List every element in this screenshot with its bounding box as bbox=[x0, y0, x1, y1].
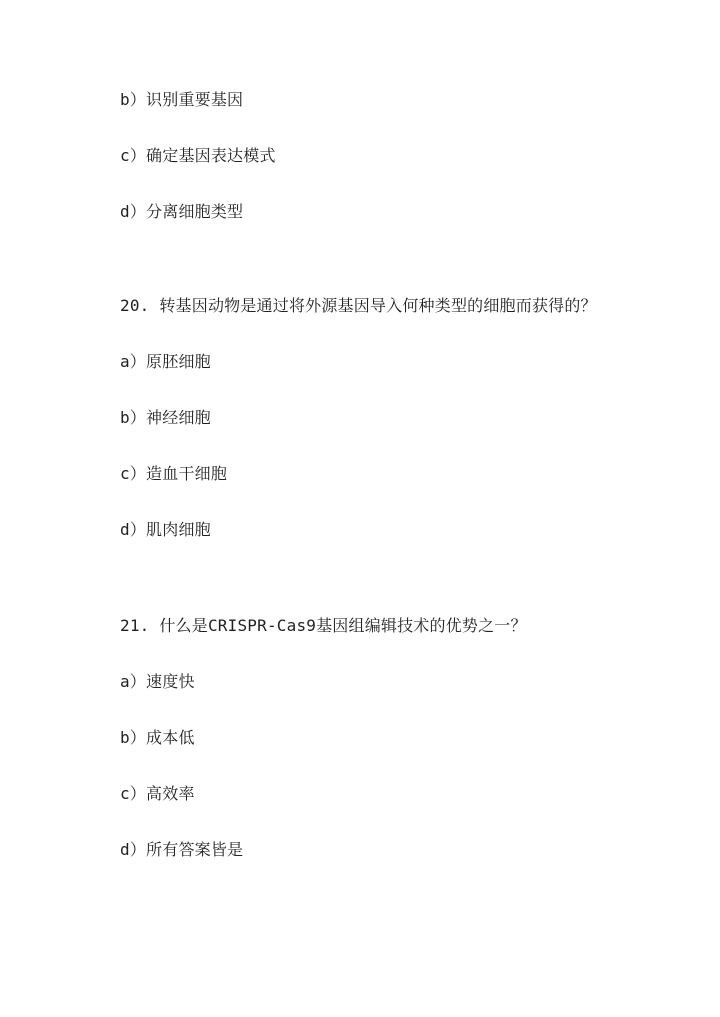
option-letter: c） bbox=[120, 464, 147, 483]
option-d bbox=[120, 202, 243, 222]
option-a bbox=[120, 672, 195, 692]
option-text: 确定基因表达模式 bbox=[146, 146, 276, 165]
option-letter: b） bbox=[120, 90, 147, 109]
option-letter: c） bbox=[120, 784, 147, 803]
option-b bbox=[120, 90, 243, 110]
option-letter: d） bbox=[120, 520, 147, 539]
option-text: 成本低 bbox=[146, 728, 195, 747]
option-text: 造血干细胞 bbox=[146, 464, 228, 483]
question-21 bbox=[120, 616, 527, 636]
option-d bbox=[120, 840, 243, 860]
option-c bbox=[120, 146, 276, 166]
option-text: 肌肉细胞 bbox=[146, 520, 211, 539]
option-text: 速度快 bbox=[146, 672, 195, 691]
option-letter: d） bbox=[120, 840, 147, 859]
option-b bbox=[120, 728, 195, 748]
option-text: 识别重要基因 bbox=[146, 90, 244, 109]
question-number: 21. bbox=[120, 616, 150, 635]
question-text: 转基因动物是通过将外源基因导入何种类型的细胞而获得的？ bbox=[159, 296, 597, 315]
question-number: 20. bbox=[120, 296, 150, 315]
option-letter: b） bbox=[120, 408, 147, 427]
option-d bbox=[120, 520, 211, 540]
option-letter: b） bbox=[120, 728, 147, 747]
option-b bbox=[120, 408, 211, 428]
option-letter: d） bbox=[120, 202, 147, 221]
option-text: 所有答案皆是 bbox=[146, 840, 244, 859]
option-text: 神经细胞 bbox=[146, 408, 211, 427]
option-letter: c） bbox=[120, 146, 147, 165]
option-letter: a） bbox=[120, 352, 147, 371]
option-text: 高效率 bbox=[146, 784, 195, 803]
option-a bbox=[120, 352, 211, 372]
question-20 bbox=[120, 296, 597, 316]
question-text: 什么是CRISPR-Cas9基因组编辑技术的优势之一？ bbox=[159, 616, 527, 635]
option-text: 原胚细胞 bbox=[146, 352, 211, 371]
option-c bbox=[120, 784, 195, 804]
option-letter: a） bbox=[120, 672, 147, 691]
option-c bbox=[120, 464, 227, 484]
option-text: 分离细胞类型 bbox=[146, 202, 244, 221]
